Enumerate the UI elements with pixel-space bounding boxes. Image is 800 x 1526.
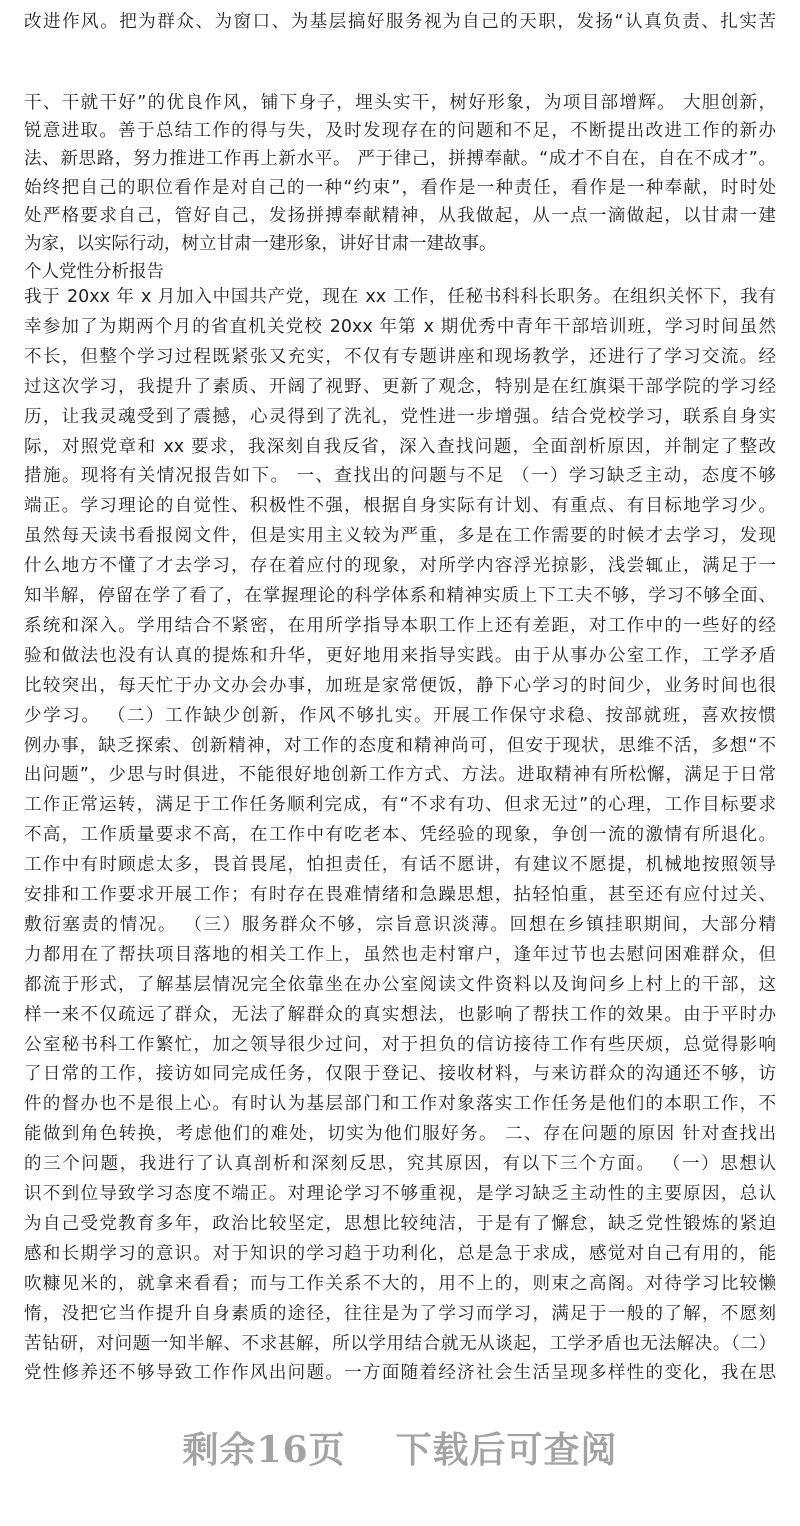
text-line: 历，让我灵魂受到了震撼，心灵得到了洗礼，党性进一步增强。结合党校学习，联系自身实 xyxy=(24,406,776,427)
text-line: 锐意进取。善于总结工作的得与失，及时发现存在的问题和不足，不断提出改进工作的新办 xyxy=(24,121,776,142)
section-heading: 个人党性分析报告 xyxy=(24,262,164,282)
text-line: 出问题”，少思与时俱进，不能很好地创新工作方式、方法。进取精神有所松懈，满足于日常 xyxy=(24,765,776,786)
text-line: 不长，但整个学习过程既紧张又充实，不仅有专题讲座和现场教学，还进行了学习交流。经 xyxy=(24,346,776,367)
text-line: 了日常的工作，接访如同完成任务，仅限于登记、接收材料，与来访群众的沟通还不够，访 xyxy=(24,1064,776,1085)
text-line: 敷衍塞责的情况。 （三）服务群众不够，宗旨意识淡薄。回想在乡镇挂职期间，大部分精 xyxy=(24,914,776,935)
text-line: 干、干就干好”的优良作风，铺下身子，埋头实干，树好形象，为项目部增辉。 大胆创新， xyxy=(24,93,776,113)
text-line: 少学习。 （二）工作缺少创新，作风不够扎实。开展工作保守求稳、按部就班，喜欢按惯 xyxy=(24,705,776,726)
text-line: 措施。现将有关情况报告如下。 一、查找出的问题与不足 （一）学习缺乏主动，态度不够 xyxy=(24,466,776,487)
text-line: 知半解，停留在学了看了，在掌握理论的科学体系和精神实质上下工夫不够，学习不够全面、 xyxy=(24,586,776,606)
text-line: 法、新思路，努力推进工作再上新水平。 严于律己，拼搏奉献。“成才不自在，自在不成才”。 xyxy=(24,149,776,170)
text-line: 端正。学习理论的自觉性、积极性不强，根据自身实际有计划、有重点、有目标地学习少。 xyxy=(24,496,776,517)
text-line: 件的督办也不是很上心。有时认为基层部门和工作对象落实工作任务是他们的本职工作，不 xyxy=(24,1094,776,1115)
text-line: 安排和工作要求开展工作；有时存在畏难情绪和急躁思想，拈轻怕重，甚至还有应付过关、 xyxy=(24,885,776,905)
text-line: 工作中有时顾虑太多，畏首畏尾，怕担责任，有话不愿讲，有建议不愿提，机械地按照领导 xyxy=(24,855,776,876)
text-line: 的三个问题，我进行了认真剖析和深刻反思，究其原因，有以下三个方面。 （一）思想认 xyxy=(24,1154,776,1175)
download-banner[interactable] xyxy=(0,1422,800,1473)
text-line: 过这次学习，我提升了素质、开阔了视野、更新了观念，特别是在红旗渠干部学院的学习经 xyxy=(24,376,776,397)
text-line: 工作正常运转，满足于工作任务顺利完成，有“不求有功、但求无过”的心理，工作目标要求 xyxy=(24,795,776,816)
text-line: 党性修养还不够导致工作作风出问题。一方面随着经济社会生活呈现多样性的变化，我在思 xyxy=(24,1363,776,1384)
text-line: 公室秘书科工作繁忙，加之领导很少过问，对于担负的信访接待工作有些厌烦，总觉得影响 xyxy=(24,1034,776,1055)
download-prompt-label: 下载后可查阅 xyxy=(395,1429,618,1471)
text-line: 什么地方不懂了才去学习，存在着应付的现象，对所学内容浮光掠影，浅尝辄止，满足于一 xyxy=(24,556,776,577)
text-line: 例办事，缺乏探索、创新精神，对工作的态度和精神尚可，但安于现状，思维不活，多想“不 xyxy=(24,735,776,756)
text-line: 比较突出，每天忙于办文办会办事，加班是家常便饭，静下心学习的时间少，业务时间也很 xyxy=(24,675,776,696)
text-line: 不高，工作质量要求不高，在工作中有吃老本、凭经验的现象，争创一流的激情有所退化。 xyxy=(24,825,776,846)
text-line: 虽然每天读书看报阅文件，但是实用主义较为严重，多是在工作需要的时候才去学习，发现 xyxy=(24,526,776,547)
text-line: 力都用在了帮扶项目落地的相关工作上，虽然也走村窜户，逢年过节也去慰问困难群众，但 xyxy=(24,944,776,965)
remaining-pages-label: 剩余16页 xyxy=(182,1429,346,1471)
text-line: 感和长期学习的意识。对于知识的学习趋于功利化，总是急于求成，感觉对自己有用的，能 xyxy=(24,1243,776,1264)
text-line: 验和做法也没有认真的提炼和升华，更好地用来指导实践。由于从事办公室工作，工学矛盾 xyxy=(24,645,776,666)
text-line: 始终把自己的职位看作是对自己的一种“约束”，看作是一种责任，看作是一种奉献，时时处 xyxy=(24,177,776,198)
text-line: 识不到位导致学习态度不端正。对理论学习不够重视，是学习缺乏主动性的主要原因，总认 xyxy=(24,1184,776,1204)
text-line: 改进作风。把为群众、为窗口、为基层搞好服务视为自己的天职，发扬“认真负责、扎实苦 xyxy=(24,12,776,32)
text-line: 幸参加了为期两个月的省直机关党校 20xx 年第 x 期优秀中青年干部培训班，学习时间虽然 xyxy=(24,316,776,337)
text-line: 为家，以实际行动，树立甘肃一建形象，讲好甘肃一建故事。 xyxy=(24,234,497,254)
text-line: 系统和深入。学用结合不紧密，在用所学指导本职工作上还有差距，对工作中的一些好的经 xyxy=(24,615,776,636)
text-line: 样一来不仅疏远了群众，无法了解群众的真实想法，也影响了帮扶工作的效果。由于平时办 xyxy=(24,1004,776,1025)
text-line: 际，对照党章和 xx 要求，我深刻自我反省，深入查找问题，全面剖析原因，并制定了整改 xyxy=(24,436,776,457)
text-line: 苦钻研，对问题一知半解、不求甚解，所以学用结合就无从谈起，工学矛盾也无法解决。（二） xyxy=(24,1333,776,1354)
text-line: 能做到角色转换，考虑他们的难处，切实为他们服好务。 二、存在问题的原因 针对查找出 xyxy=(24,1124,776,1145)
text-line: 处严格要求自己，管好自己，发扬拼搏奉献精神，从我做起，从一点一滴做起，以甘肃一建 xyxy=(24,205,776,226)
text-line: 都流于形式，了解基层情况完全依靠坐在办公室阅读文件资料以及询问乡上村上的干部，这 xyxy=(24,974,776,995)
text-line: 我于 20xx 年 x 月加入中国共产党，现在 xx 工作，任秘书科科长职务。在组织关怀下，我有 xyxy=(24,287,776,307)
text-line: 吹糠见米的，就拿来看看；而与工作关系不大的，用不上的，则束之高阁。对待学习比较懒 xyxy=(24,1273,776,1294)
text-line: 为自己受党教育多年，政治比较坚定，思想比较纯洁，于是有了懈怠，缺乏党性锻炼的紧迫 xyxy=(24,1213,776,1234)
text-line: 惰，没把它当作提升自身素质的途径，往往是为了学习而学习，满足于一般的了解，不愿刻 xyxy=(24,1303,776,1324)
